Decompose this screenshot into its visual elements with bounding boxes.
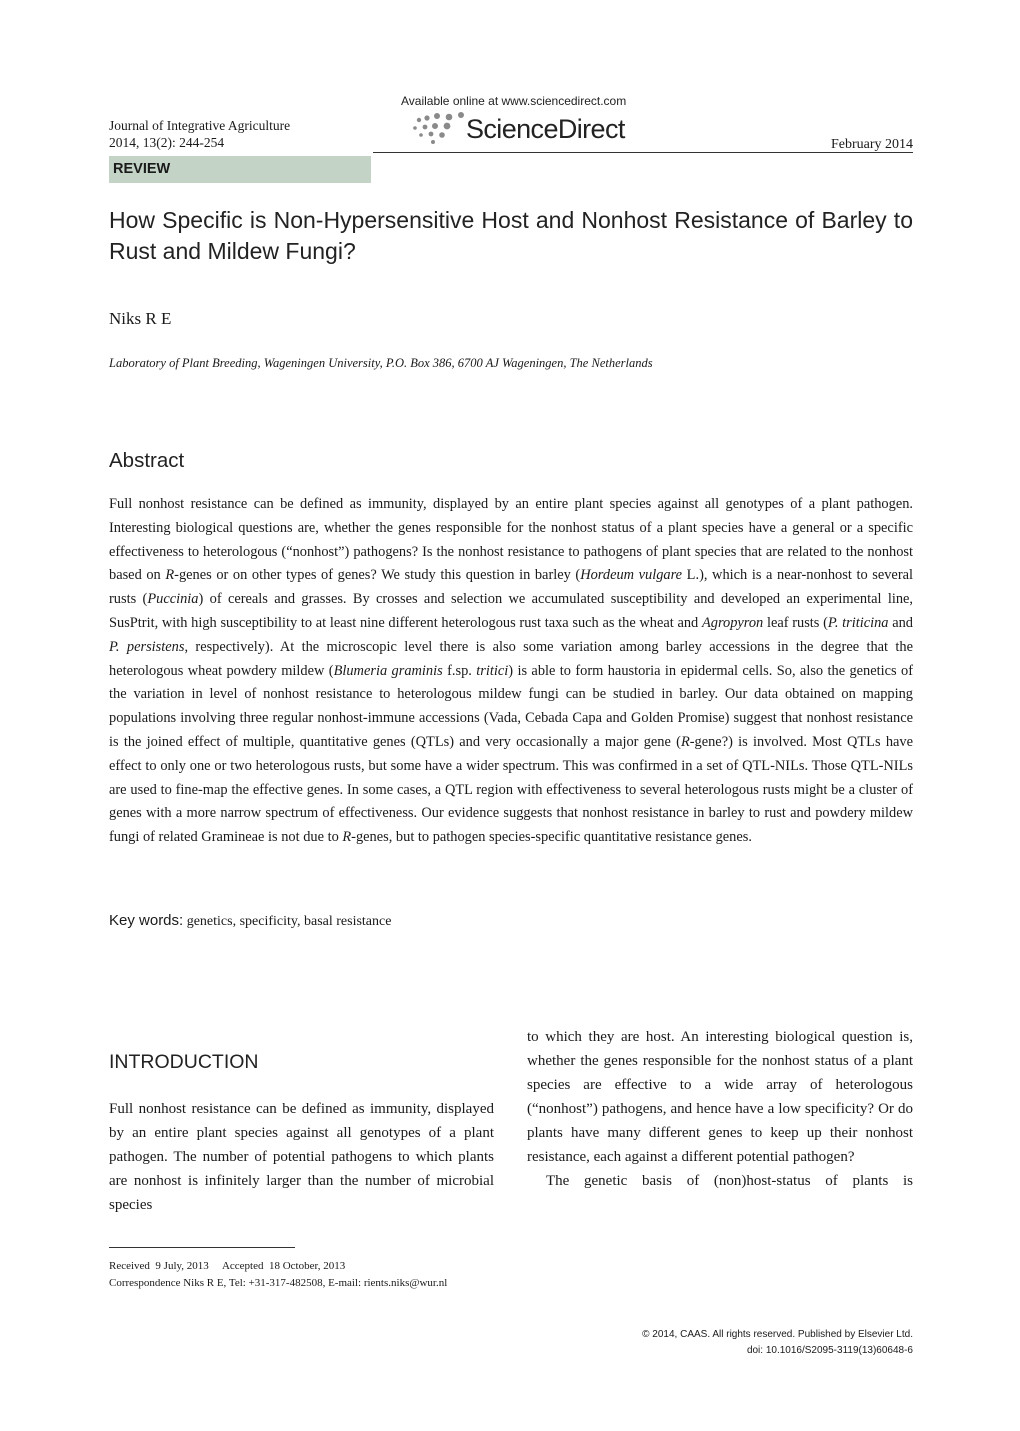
keywords <box>109 912 391 930</box>
journal-name: Journal of Integrative Agriculture <box>109 118 291 133</box>
article-title: How Specific is Non-Hypersensitive Host and Nonhost Resistance of Barley to Rust and Mildew Fungi? <box>109 207 913 264</box>
introduction-left-column <box>109 1097 494 1217</box>
copyright-notice: © 2014, CAAS. All rights reserved. Published by Elsevier Ltd. <box>642 1329 913 1340</box>
available-online-note: Available online at www.sciencedirect.com <box>401 94 627 108</box>
introduction-right-column <box>527 1025 913 1193</box>
introduction-heading: INTRODUCTION <box>109 1051 259 1073</box>
correspondence-info: Correspondence Niks R E, Tel: +31-317-482508, E-mail: rients.niks@wur.nl <box>109 1277 448 1289</box>
introduction-paragraph: Full nonhost resistance can be defined as immunity, displayed by an entire plant species against all genotypes of a plant pathogen. The number of potential pathogens to which plants are nonhost is infinitely larger than the number of microbial species <box>109 1101 494 1213</box>
sciencedirect-logo-text: ScienceDirect <box>466 114 625 144</box>
author-name: Niks R E <box>109 309 172 328</box>
footnote-rule <box>109 1247 295 1248</box>
doi: doi: 10.1016/S2095-3119(13)60648-6 <box>746 1345 913 1356</box>
abstract-heading: Abstract <box>109 449 185 472</box>
abstract-text <box>109 493 913 850</box>
publication-date: February 2014 <box>830 137 913 152</box>
received-dates: Received 9 July, 2013 Accepted 18 October, 2013 <box>109 1260 346 1272</box>
journal-info <box>109 117 290 151</box>
keywords-list: genetics, specificity, basal resistance <box>186 914 392 929</box>
introduction-paragraph: The genetic basis of (non)host-status of plants is <box>546 1173 913 1189</box>
abstract-paragraph: Full nonhost resistance can be defined as immunity, displayed by an entire plant species against all genotypes of a plant pathogen. Interesting biological questions are, whether the genes responsible for the nonhost status of a plant species have a general or a specific effectiveness to heterologous (“nonhost”) pathogens? Is the nonhost resistance to pathogens of plant species that are related to the nonhost based on R-genes or on other types of genes? We study this question in barley (Hordeum vulgare L.), which is a near-nonhost to several rusts (Puccinia) of cereals and grasses. By crosses and selection we accumulated susceptibility and developed an experimental line, SusPtrit, with high susceptibility to at least nine different heterologous rust taxa such as the wheat and Agropyron leaf rusts (P. triticina and P. persistens, respectively). At the microscopic level there is also some variation among barley accessions in the degree that the heterologous wheat powdery mildew (Blumeria graminis f.sp. tritici) is able to form haustoria in epidermal cells. So, also the genetics of the variation in level of nonhost resistance to heterologous mildew fungi can be studied in barley. Our data obtained on mapping populations involving three regular nonhost-immune accessions (Vada, Cebada Capa and Golden Promise) suggest that nonhost resistance is the joined effect of multiple, quantitative genes (QTLs) and very occasionally a major gene (R-gene?) is involved. Most QTLs have effect to only one or two heterologous rusts, but some have a wider spectrum. This was confirmed in a set of QTL-NILs. Those QTL-NILs are used to fine-map the effective genes. In some cases, a QTL region with effectiveness to several heterologous rusts might be a cluster of genes with a more narrow spectrum of effectiveness. Our evidence suggests that nonhost resistance in barley to rust and powdery mildew fungi of related Gramineae is not due to R-genes, but to pathogen species-specific quantitative resistance genes. <box>109 496 913 846</box>
introduction-paragraph: to which they are host. An interesting biological question is, whether the genes responsible for the nonhost status of a plant species are effective to a wide array of heterologous (“nonhost”) pathogens, and hence have a low specificity? Or do plants have many different genes to keep up their nonhost resistance, each against a different potential pathogen? <box>527 1029 913 1165</box>
journal-citation: 2014, 13(2): 244-254 <box>109 135 225 150</box>
article-type-label: REVIEW <box>113 161 171 177</box>
author-affiliation: Laboratory of Plant Breeding, Wageningen University, P.O. Box 386, 6700 AJ Wageningen, The Netherlands <box>109 356 653 370</box>
keywords-label: Key words: <box>109 912 184 929</box>
